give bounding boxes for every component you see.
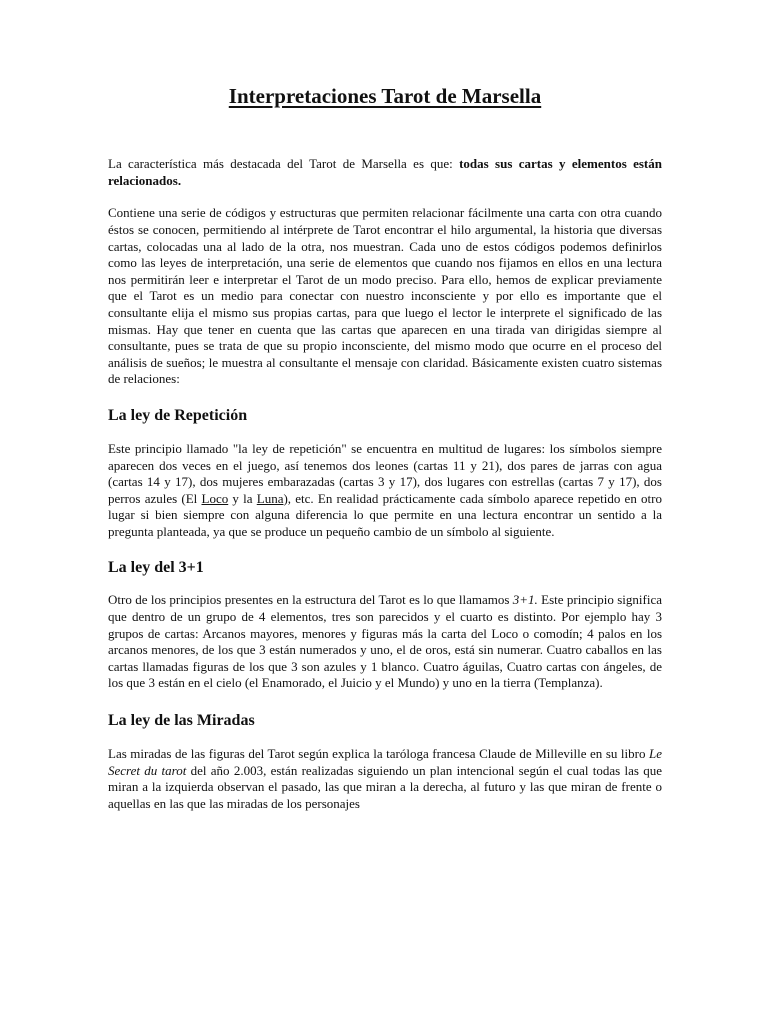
repeticion-text-c: ), etc. En realidad prácticamente cada símbolo aparece repetido en otro lugar si bien siempre con alguna diferencia lo que permite en una lectura encontrar un sentido a la pregunta planteada, ya que se produce un pequeño cambio de un símbolo al siguiente. — [108, 490, 662, 539]
main-paragraph: Contiene una serie de códigos y estructuras que permiten relacionar fácilmente una carta con otra cuando éstos se conocen, permitiendo al intérprete de Tarot encontrar el hilo argumental, la historia que diversas cartas, colocadas una al lado de la otra, nos muestran. Cada uno de estos códigos podemos definirlos como las leyes de interpretación, una serie de elementos que cuando nos fijamos en ellos en una lectura nos permitirán leer e interpretar el Tarot de un modo preciso. Para ello, hemos de explicar previamente que el Tarot es un medio para conectar con nuestro inconsciente y por ello es importante que el consultante elija el mismo sus propias cartas, para que luego el lector le interprete el significado de las mismas. Hay que tener en cuenta que las cartas que aparecen en una tirada van dirigidas siempre al consultante, pues se trata de que su propio inconsciente, del mismo modo que ocurre en el proceso del análisis de sueños; le muestra al consultante el mensaje con claridad. Básicamente existen cuatro sistemas de relaciones: — [108, 205, 662, 387]
miradas-text-b: del año 2.003, están realizadas siguiendo un plan intencional según el cual todas las que miran a la izquierda observan el pasado, las que miran a la derecha, al futuro y las que miran de frente o aquellas en las que las miradas de los personajes — [108, 762, 662, 811]
intro-bold-text: todas sus cartas y elementos están relacionados. — [108, 156, 662, 188]
intro-text: La característica más destacada del Tarot de Marsella es que: — [108, 156, 460, 172]
repeticion-text-a: Este principio llamado "la ley de repetición" se encuentra en multitud de lugares: los símbolos siempre aparecen dos veces en el juego, así tenemos dos leones (cartas 11 y 21), dos pares de jarras con agua (cartas 14 y 17), dos mujeres embarazadas (cartas 3 y 17), dos lugares con estrellas (cartas 7 y 17), dos perros azules (El — [108, 440, 662, 506]
miradas-paragraph — [108, 746, 662, 812]
page-title: Interpretaciones Tarot de Marsella — [228, 84, 542, 108]
miradas-book-title: Le Secret du tarot — [108, 746, 662, 778]
repeticion-paragraph — [108, 441, 662, 541]
heading-ley-miradas: La ley de las Miradas — [108, 712, 255, 730]
ley-3-1-text-a: Otro de los principios presentes en la estructura del Tarot es lo que llamamos — [108, 592, 513, 608]
ley-3-1-paragraph — [108, 592, 662, 692]
heading-ley-repeticion: La ley de Repetición — [108, 406, 248, 424]
ley-3-1-italic: 3+1. — [512, 592, 538, 608]
intro-paragraph — [108, 156, 662, 189]
link-luna[interactable]: Luna — [256, 490, 284, 506]
heading-ley-3-1: La ley del 3+1 — [108, 559, 204, 577]
repeticion-text-b: y la — [228, 490, 257, 506]
ley-3-1-text-b: Este principio significa que dentro de un grupo de 4 elementos, tres son parecidos y el cuarto es distinto. Por ejemplo hay 3 grupos de cartas: Arcanos mayores, menores y figuras más la carta del Loco o comodín; 4 palos en los arcanos menores, de los que 3 están numerados y uno, el de oros, está sin numerar. Cuatro caballos en las cartas llamadas figuras de los que 3 son azules y 1 blanco. Cuatro águilas, Cuatro cartas con ángeles, de los que 3 están en el cielo (el Enamorado, el Juicio y el Mundo) y uno en la tierra (Templanza). — [108, 592, 662, 691]
miradas-text-a: Las miradas de las figuras del Tarot según explica la taróloga francesa Claude de Milleville en su libro — [108, 746, 649, 762]
link-loco[interactable]: Loco — [201, 490, 229, 506]
document-body — [108, 84, 662, 812]
